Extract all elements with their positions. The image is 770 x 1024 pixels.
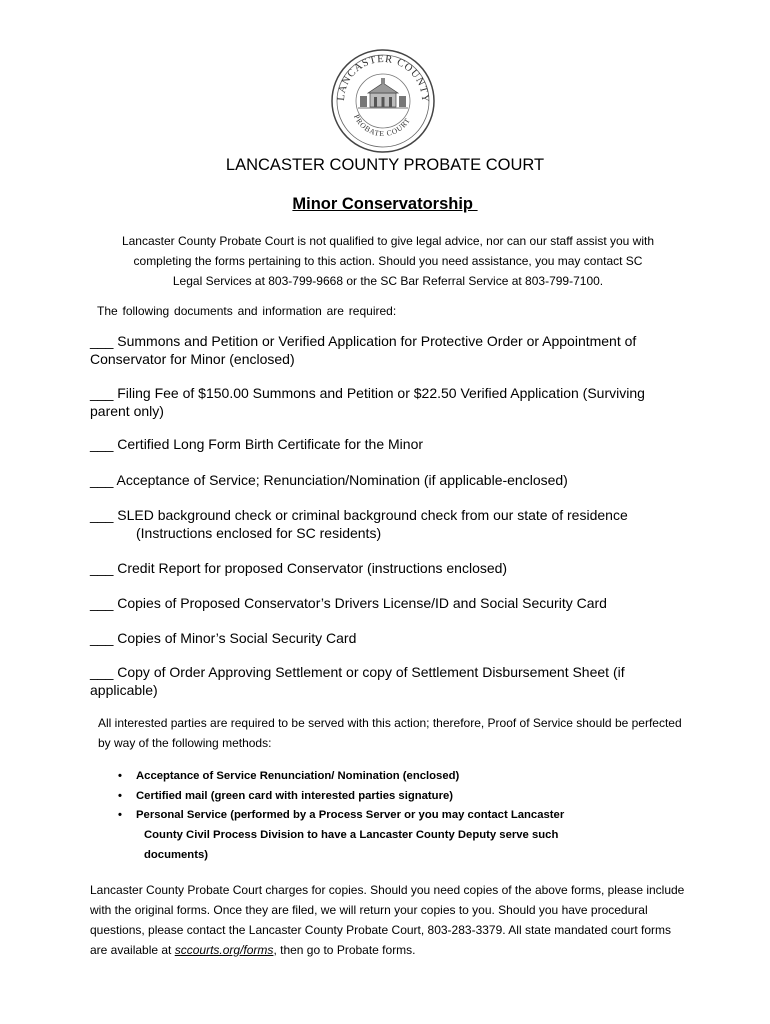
- court-name: LANCASTER COUNTY PROBATE COURT: [225, 156, 545, 174]
- requirement-item: [90, 472, 680, 490]
- requirement-continuation: (Instructions enclosed for SC residents): [136, 524, 382, 541]
- seal-top-text: LANCASTER COUNTY: [335, 53, 431, 104]
- service-method-item: [118, 787, 638, 807]
- requirement-item: [90, 436, 680, 454]
- checklist-blank: ___: [90, 664, 118, 680]
- requirement-item: [90, 507, 680, 542]
- requirement-item: [90, 630, 680, 648]
- legal-disclaimer: [90, 231, 686, 291]
- requirement-text: SLED background check or criminal background check from our state of residence: [117, 507, 628, 523]
- requirement-item: [90, 333, 680, 368]
- footer-text-end: , then go to Probate forms.: [273, 943, 416, 957]
- document-title: Minor Conservatorship: [292, 195, 478, 213]
- service-method-text: Personal Service (performed by a Process Server or you may contact Lancaster: [136, 809, 565, 822]
- copies-info-paragraph: [90, 880, 690, 960]
- bullet-icon: •: [118, 770, 122, 782]
- disclaimer-line: Legal Services at 803-799-9668 or the SC Bar Referral Service at 803-799-7100.: [172, 274, 604, 288]
- requirement-text: Credit Report for proposed Conservator (instructions enclosed): [117, 560, 508, 576]
- checklist-blank: ___: [90, 630, 118, 646]
- service-method-text: County Civil Process Division to have a Lancaster County Deputy serve such: [144, 829, 559, 842]
- footer-text: Lancaster County Probate Court charges for copies. Should you need copies of the above forms, please include with the original forms. Once they are filed, we will return your copies to you. Should you have procedural questions, please contact the Lancaster County Probate Court, 803-283-3379. All state mandated court forms are available at: [90, 883, 685, 957]
- seal-bottom-text: PROBATE COURT: [352, 113, 413, 139]
- forms-link[interactable]: sccourts.org/forms: [174, 943, 274, 957]
- checklist-blank: ___: [90, 436, 118, 452]
- requirement-text: Summons and Petition or Verified Application for Protective Order or Appointment of Conservator for Minor (enclosed): [90, 333, 637, 367]
- service-method-item: [118, 767, 638, 787]
- service-methods-list: [118, 767, 638, 866]
- disclaimer-line: completing the forms pertaining to this action. Should you need assistance, you may contact SC: [133, 254, 643, 268]
- checklist-blank: ___: [90, 472, 117, 488]
- requirement-text: Certified Long Form Birth Certificate for the Minor: [117, 436, 424, 452]
- county-seal-logo: [330, 48, 436, 154]
- requirement-item: [90, 595, 680, 613]
- checklist-blank: ___: [90, 595, 118, 611]
- service-method-text: documents): [144, 848, 209, 861]
- service-requirement-paragraph: All interested parties are required to be served with this action; therefore, Proof of Service should be perfected by way of the following methods:: [98, 716, 682, 750]
- requirement-item: [90, 560, 680, 578]
- bullet-icon: •: [118, 809, 122, 822]
- bullet-icon: •: [118, 789, 122, 802]
- requirement-text: Copy of Order Approving Settlement or copy of Settlement Disbursement Sheet (if applicable): [90, 664, 625, 698]
- service-method-item: [118, 806, 638, 865]
- requirement-text: Acceptance of Service; Renunciation/Nomination (if applicable-enclosed): [116, 472, 568, 488]
- requirement-text: Filing Fee of $150.00 Summons and Petition or $22.50 Verified Application (Surviving parent only): [90, 385, 645, 419]
- requirement-text: Copies of Minor’s Social Security Card: [117, 630, 357, 646]
- service-method-text: Acceptance of Service Renunciation/ Nomination (enclosed): [136, 770, 460, 782]
- requirements-intro: The following documents and information are required:: [97, 304, 397, 318]
- checklist-blank: ___: [90, 507, 118, 523]
- requirement-text: Copies of Proposed Conservator’s Drivers License/ID and Social Security Card: [117, 595, 607, 611]
- checklist-blank: ___: [90, 333, 118, 349]
- requirement-item: [90, 385, 680, 420]
- checklist-blank: ___: [90, 385, 118, 401]
- disclaimer-line: Lancaster County Probate Court is not qualified to give legal advice, nor can our staff assist you with: [121, 234, 655, 248]
- checklist-blank: ___: [90, 560, 118, 576]
- requirement-item: [90, 664, 680, 699]
- service-method-text: Certified mail (green card with interested parties signature): [136, 789, 454, 802]
